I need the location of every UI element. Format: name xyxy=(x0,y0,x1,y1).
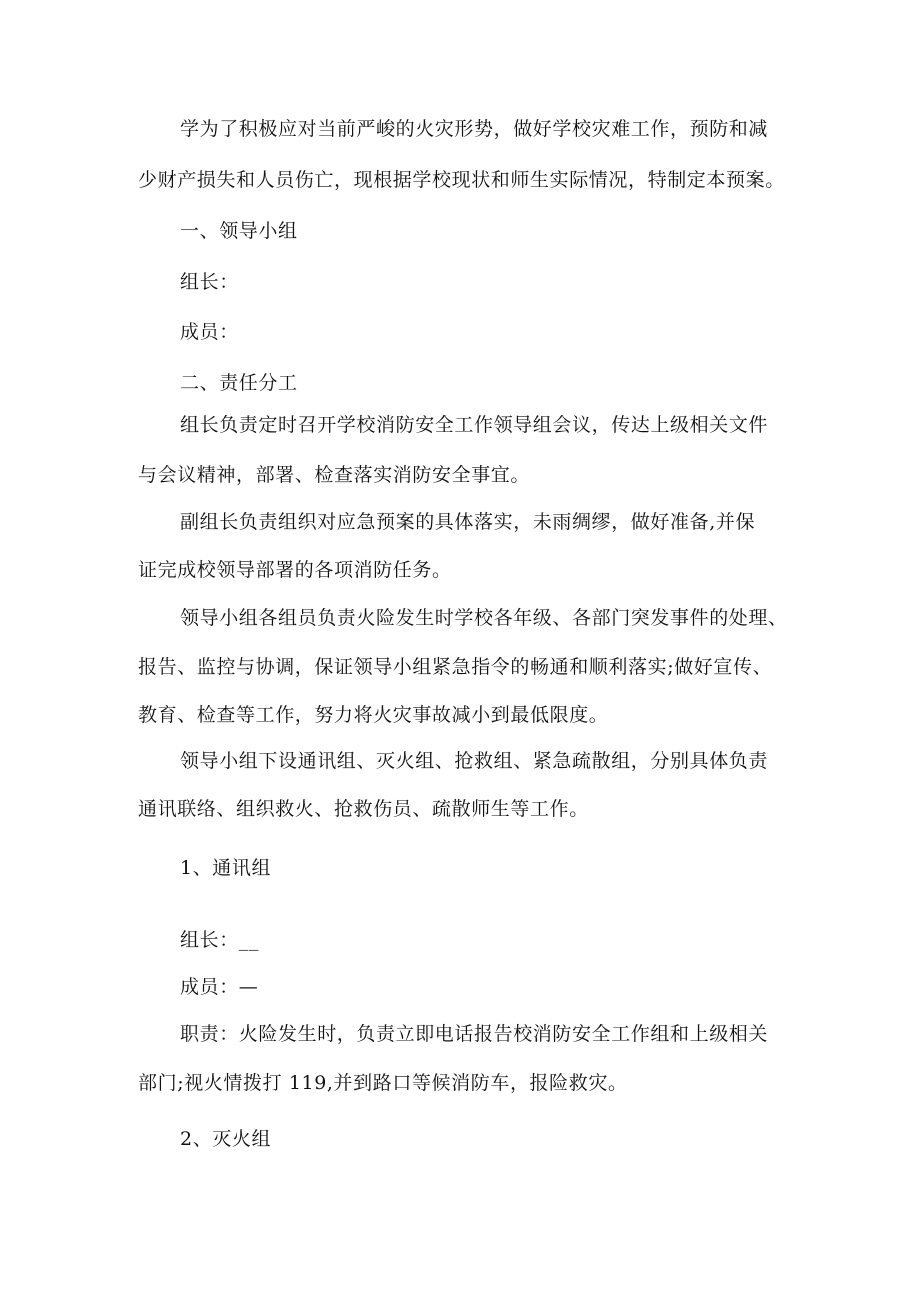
responsibility-p1-line-2: 与会议精神，部署、检查落实消防安全事宜。 xyxy=(138,464,531,486)
communication-duty-line-2: 部门;视火情拨打 119,并到路口等候消防车，报险救灾。 xyxy=(138,1072,628,1094)
members-label: 成员： xyxy=(180,321,239,343)
responsibility-p2-line-1: 副组长负责组织对应急预案的具体落实，未雨绸缪，做好准备,并保 xyxy=(180,511,756,533)
communication-members: 成员：— xyxy=(180,976,259,998)
leader-label: 组长： xyxy=(180,271,239,293)
communication-leader: 组长：__ xyxy=(180,929,260,951)
responsibility-p3-line-1: 领导小组各组员负责火险发生时学校各年级、各部门突发事件的处理、 xyxy=(180,607,788,629)
section-heading-responsibilities: 二、责任分工 xyxy=(180,372,298,394)
communication-duty-line-1: 职责：火险发生时，负责立即电话报告校消防安全工作组和上级相关 xyxy=(180,1023,769,1045)
section-heading-leadership: 一、领导小组 xyxy=(180,220,298,242)
group-heading-communication: 1、通讯组 xyxy=(180,857,272,879)
responsibility-p3-line-3: 教育、检查等工作，努力将火灾事故减小到最低限度。 xyxy=(138,704,609,726)
responsibility-p4-line-1: 领导小组下设通讯组、灭火组、抢救组、紧急疏散组，分别具体负责 xyxy=(180,750,769,772)
responsibility-p4-line-2: 通讯联络、组织救火、抢救伤员、疏散师生等工作。 xyxy=(138,798,589,820)
responsibility-p1-line-1: 组长负责定时召开学校消防安全工作领导组会议，传达上级相关文件 xyxy=(180,414,769,436)
intro-line-1: 学为了积极应对当前严峻的火灾形势，做好学校灾难工作，预防和减 xyxy=(180,118,769,140)
responsibility-p2-line-2: 证完成校领导部署的各项消防任务。 xyxy=(138,559,452,581)
group-heading-firefighting: 2、灭火组 xyxy=(180,1128,272,1150)
responsibility-p3-line-2: 报告、监控与协调，保证领导小组紧急指令的畅通和顺利落实;做好宣传、 xyxy=(138,656,773,678)
intro-line-2: 少财产损失和人员伤亡，现根据学校现状和师生实际情况，特制定本预案。 xyxy=(138,169,785,191)
